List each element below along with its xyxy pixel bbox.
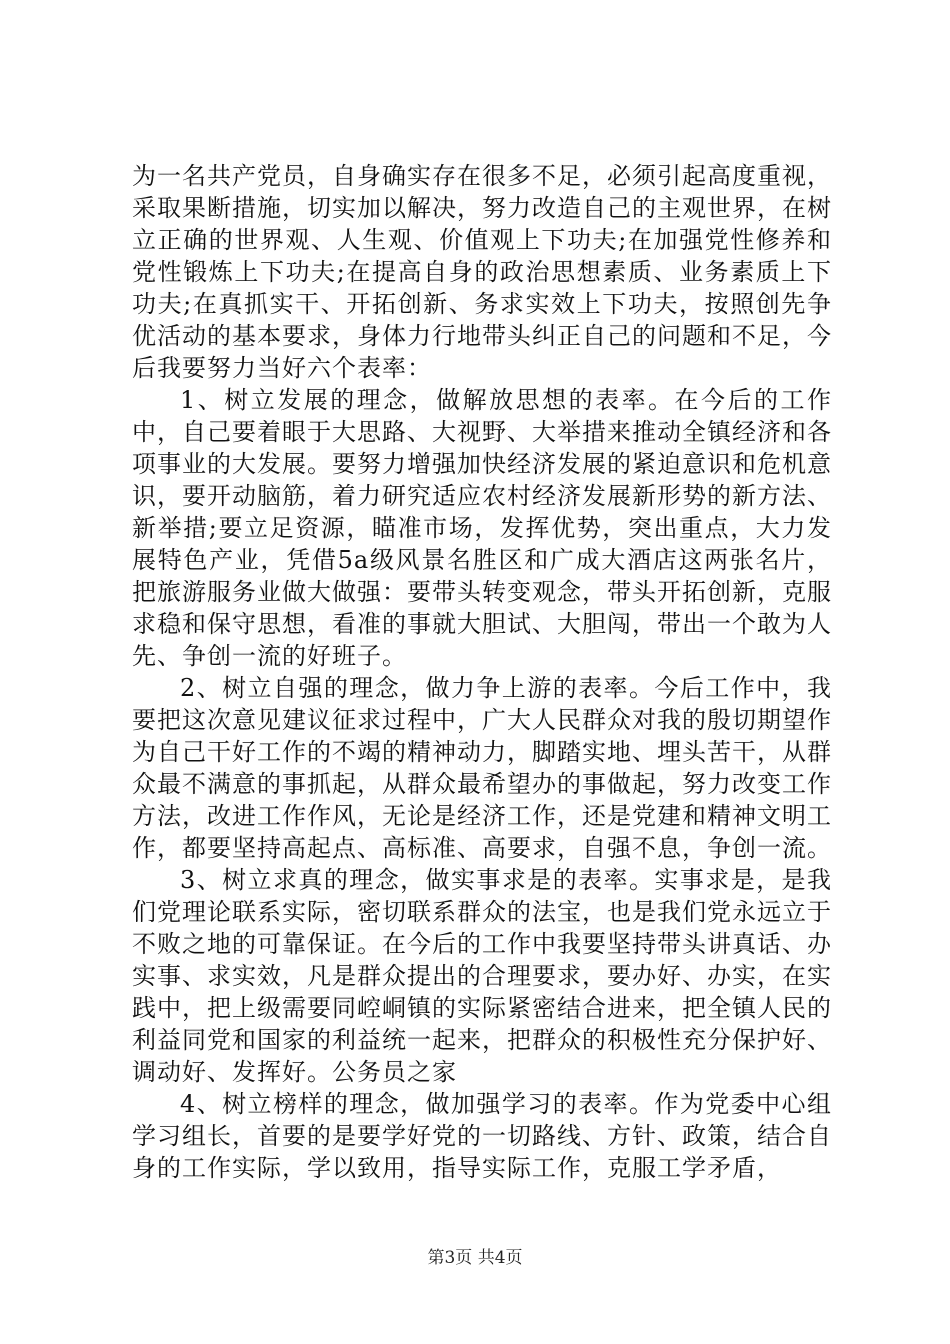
paragraph-item-2: 2、树立自强的理念，做力争上游的表率。今后工作中，我要把这次意见建议征求过程中，广大人民群众对我的殷切期望作为自己干好工作的不竭的精神动力，脚踏实地、埋头苦干，从群众最不满意的事抓起，从群众最希望办的事做起，努力改变工作方法，改进工作作风，无论是经济工作，还是党建和精神文明工作，都要坚持高起点、高标准、高要求，自强不息，争创一流。 bbox=[132, 674, 832, 862]
paragraph-item-3: 3、树立求真的理念，做实事求是的表率。实事求是，是我们党理论联系实际，密切联系群众的法宝，也是我们党永远立于不败之地的可靠保证。在今后的工作中我要坚持带头讲真话、办实事、求实效，凡是群众提出的合理要求，要办好、办实，在实践中，把上级需要同崆峒镇的实际紧密结合进来，把全镇人民的利益同党和国家的利益统一起来，把群众的积极性充分保护好、调动好、发挥好。公务员之家 bbox=[132, 866, 832, 1086]
paragraph-item-1: 1、树立发展的理念，做解放思想的表率。在今后的工作中，自己要着眼于大思路、大视野、大举措来推动全镇经济和各项事业的大发展。要努力增强加快经济发展的紧迫意识和危机意识，要开动脑筋，着力研究适应农村经济发展新形势的新方法、新举措;要立足资源，瞄准市场，发挥优势，突出重点，大力发展特色产业，凭借5a级风景名胜区和广成大酒店这两张名片，把旅游服务业做大做强：要带头转变观念，带头开拓创新，克服求稳和保守思想，看准的事就大胆试、大胆闯，带出一个敢为人先、争创一流的好班子。 bbox=[132, 386, 832, 670]
document-body bbox=[132, 160, 832, 1184]
paragraph-continuation: 为一名共产党员，自身确实存在很多不足，必须引起高度重视，采取果断措施，切实加以解决，努力改造自己的主观世界，在树立正确的世界观、人生观、价值观上下功夫;在加强党性修养和党性锻炼上下功夫;在提高自身的政治思想素质、业务素质上下功夫;在真抓实干、开拓创新、务求实效上下功夫，按照创先争优活动的基本要求，身体力行地带头纠正自己的问题和不足，今后我要努力当好六个表率： bbox=[132, 162, 832, 382]
page-number-footer: 第3页 共4页 bbox=[427, 1248, 523, 1268]
paragraph-item-4: 4、树立榜样的理念，做加强学习的表率。作为党委中心组学习组长，首要的是要学好党的一切路线、方针、政策，结合自身的工作实际，学以致用，指导实际工作，克服工学矛盾， bbox=[132, 1090, 832, 1182]
